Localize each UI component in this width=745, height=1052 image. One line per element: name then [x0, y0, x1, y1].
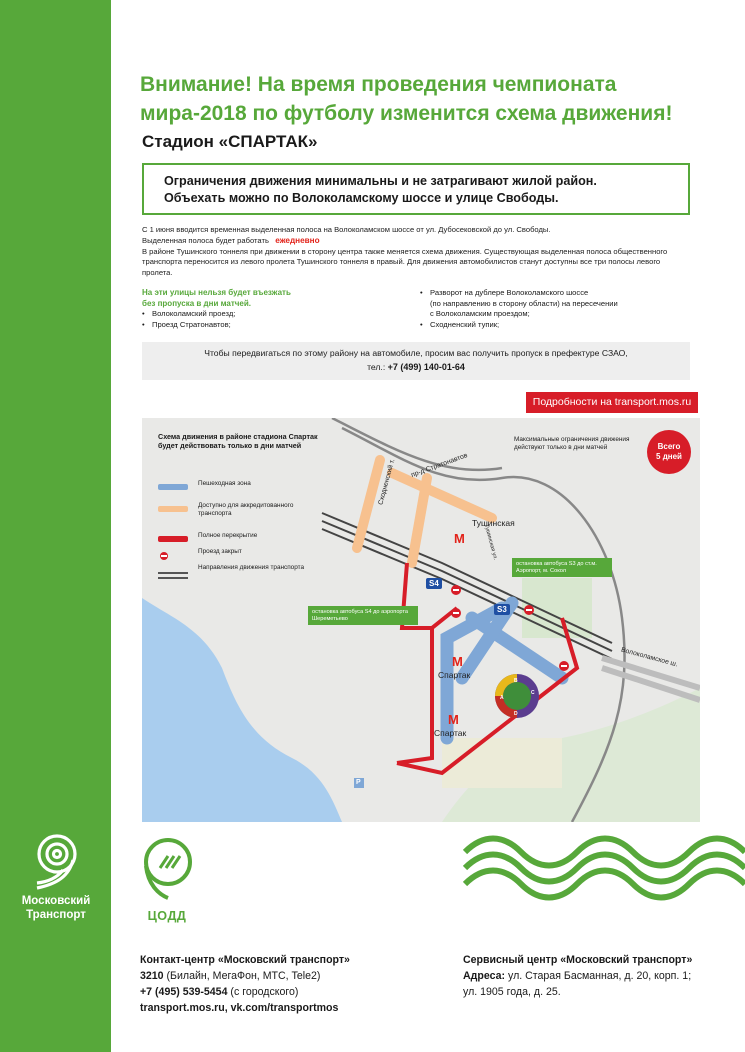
restrictions-heading-2: без пропуска в дни матчей.: [142, 298, 252, 308]
contact-websites[interactable]: transport.mos.ru, vk.com/transportmos: [140, 1002, 339, 1014]
details-link-button[interactable]: Подробности на transport.mos.ru: [526, 392, 698, 413]
sector-c: C: [531, 690, 535, 696]
service-center-title: Сервисный центр «Московский транспорт»: [463, 954, 693, 966]
legend-directions-label: Направления движения транспорта: [198, 564, 305, 571]
restrictions-left: [142, 288, 412, 330]
bus-s4-stop-box: остановка автобуса S4 до аэропорта Шереметьево: [308, 606, 418, 625]
roads: [602, 658, 700, 700]
legend-directions: [158, 564, 308, 586]
logo-line-1: Московский: [21, 895, 91, 907]
parking-label: P: [356, 779, 361, 786]
restricted-item-4: • Сходненский тупик;: [420, 320, 690, 331]
restricted-item-3-line-2: (по направлению в сторону области) на пересечении: [430, 298, 618, 308]
notice-line-2: Объехать можно по Волоколамскому шоссе и улице Свободы.: [164, 191, 559, 205]
street-stratonavtov: пр-д Стратонавтов: [410, 452, 469, 479]
contact-center-title: Контакт-центр «Московский транспорт»: [140, 954, 350, 966]
map-legend: [158, 480, 308, 586]
codd-label: ЦОДД: [147, 909, 187, 923]
pass-phone-line: [142, 360, 690, 374]
logo-line-2: Транспорт: [26, 909, 86, 921]
sector-b: B: [514, 678, 518, 684]
bus-s3-marker: S3: [494, 604, 510, 615]
para-line-1: С 1 июня вводится временная выделенная полоса на Волоколамском шоссе от ул. Дубосековской до ул. Свободы.: [142, 225, 551, 234]
address-2: ул. 1905 года, д. 25.: [463, 986, 561, 998]
codd-emblem-icon: [138, 836, 196, 900]
no-entry-icon: [158, 552, 188, 558]
legend-accredited-swatch: [158, 506, 188, 512]
legend-no-entry-label: Проезд закрыт: [198, 548, 242, 555]
sector-d: D: [514, 711, 518, 717]
bus-s4-marker: S4: [426, 578, 442, 589]
street-volokolamsky: Волоколамское ш.: [620, 646, 679, 669]
green-zone-2: [442, 738, 562, 788]
decorative-waves: [463, 832, 745, 902]
address-1: ул. Старая Басманная, д. 20, корп. 1;: [508, 970, 692, 982]
direction-arrows-icon: [158, 568, 188, 574]
river-shape: [142, 598, 342, 822]
phone-prefix: тел.:: [367, 362, 386, 372]
legend-accredited-label: Доступно для аккредитованного транспорта: [198, 502, 294, 517]
restrictions-right: [420, 288, 690, 330]
station-spartak-1: Спартак: [438, 670, 471, 680]
daily-highlight: ежедневно: [275, 235, 320, 245]
info-paragraph: [142, 225, 682, 279]
bus-s3-stop-box: остановка автобуса S3 до ст.м. Аэропорт, м. Сокол: [512, 558, 612, 577]
address-label: Адреса:: [463, 970, 506, 982]
max-restrictions-note: Максимальные ограничения движения действуют только в дни матчей: [514, 436, 630, 451]
transport-emblem-icon: [27, 832, 85, 890]
map-drawing: [142, 418, 700, 822]
station-tushinskaya: Тушинская: [472, 518, 515, 528]
legend-pedestrian-label: Пешеходная зона: [198, 480, 251, 487]
restricted-street-2: • Проезд Стратонавтов;: [142, 320, 412, 331]
para-line-2-prefix: Выделенная полоса будет работать: [142, 235, 269, 245]
legend-closure: [158, 532, 308, 548]
legend-accredited: [158, 502, 308, 532]
traffic-map: [142, 418, 700, 822]
service-center: [463, 952, 733, 1000]
para-line-3: В районе Тушинского тоннеля при движении в сторону центра также меняется схема движения. Существующая выделенная полоса общественного транспорта переносится из левого пролета Тушинского тоннеля в правый. Для движения автомобилистов станут доступны все три полосы левого пролета.: [142, 246, 668, 278]
map-title: Схема движения в районе стадиона Спартак будет действовать только в дни матчей: [158, 432, 318, 450]
para-line-2: [142, 236, 682, 247]
page-title: [140, 70, 730, 128]
badge-line-1: Всего: [657, 442, 681, 451]
title-line-1: Внимание! На время проведения чемпионата: [140, 73, 617, 96]
short-number-operators: (Билайн, МегаФон, МТС, Tele2): [166, 970, 321, 982]
restricted-item-3-line-3: с Волоколамским проездом;: [430, 309, 530, 319]
stadium-subtitle: Стадион «СПАРТАК»: [142, 132, 318, 151]
short-number[interactable]: 3210: [140, 970, 164, 982]
restricted-item-3: • Разворот на дублере Волоколамского шоссе: [420, 288, 690, 299]
five-days-badge: [647, 430, 691, 474]
contact-phone-note: (с городского): [230, 986, 299, 998]
legend-closure-swatch: [158, 536, 188, 542]
sector-a: A: [500, 695, 504, 701]
street-tushinskaya: Тушинская ул.: [482, 523, 499, 561]
codd-logo[interactable]: [134, 836, 200, 923]
notice-box: [142, 163, 690, 215]
title-line-2: мира-2018 по футболу изменится схема движения!: [140, 102, 673, 125]
restricted-street-1: • Волоколамский проезд;: [142, 309, 412, 320]
street-skhodnensky: Сходненский т.: [377, 458, 397, 506]
contact-phone[interactable]: +7 (495) 539-5454: [140, 986, 228, 998]
legend-no-entry: [158, 548, 308, 564]
restrictions-heading-1: На эти улицы нельзя будет въезжать: [142, 288, 291, 297]
pass-info-box: [142, 342, 690, 380]
contact-center: [140, 952, 450, 1016]
pass-text: Чтобы передвигаться по этому району на автомобиле, просим вас получить пропуск в префектуре СЗАО,: [204, 348, 628, 358]
moscow-transport-logo[interactable]: [14, 832, 98, 922]
legend-pedestrian-swatch: [158, 484, 188, 490]
svg-text:M: M: [448, 712, 459, 727]
notice-line-1: Ограничения движения минимальны и не затрагивают жилой район.: [164, 174, 597, 188]
prefecture-phone[interactable]: +7 (499) 140-01-64: [387, 362, 465, 372]
legend-closure-label: Полное перекрытие: [198, 532, 258, 539]
badge-line-2: 5 дней: [656, 452, 682, 461]
svg-text:M: M: [454, 531, 465, 546]
station-spartak-2: Спартак: [434, 728, 467, 738]
legend-pedestrian: [158, 480, 308, 502]
svg-text:M: M: [452, 654, 463, 669]
